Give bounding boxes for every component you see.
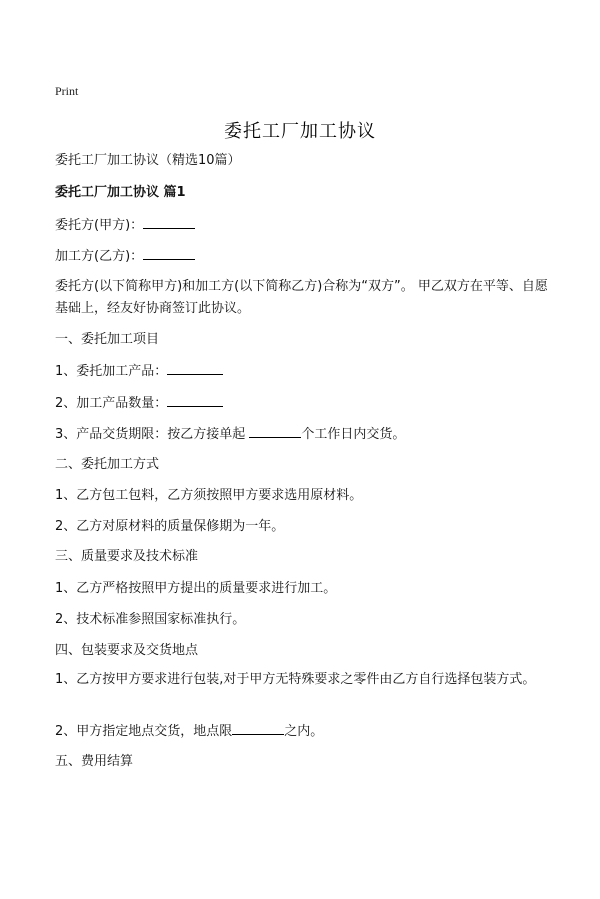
list-item (55, 425, 405, 444)
item-label: 1、委托加工产品： (55, 364, 168, 379)
item-label: 2、甲方指定地点交货，地点限 (55, 724, 233, 739)
list-item (55, 722, 323, 741)
print-link[interactable]: Print (55, 84, 79, 98)
section-2-heading: 二、委托加工方式 (55, 457, 160, 472)
list-item: 1、乙方按甲方要求进行包装,对于甲方无特殊要求之零件由乙方自行选择包装方式。 (55, 672, 536, 687)
delivery-days-blank (249, 425, 301, 438)
list-item: 1、乙方严格按照甲方提出的质量要求进行加工。 (55, 581, 337, 596)
section-3-heading: 三、质量要求及技术标准 (55, 549, 199, 564)
item-label-suffix: 个工作日内交货。 (301, 427, 406, 442)
list-item: 2、技术标准参照国家标准执行。 (55, 612, 246, 627)
document-subtitle: 委托工厂加工协议（精选10篇） (55, 153, 241, 168)
section-5-heading: 五、费用结算 (55, 754, 134, 769)
party-b-line (55, 247, 195, 266)
item-label: 2、加工产品数量： (55, 396, 168, 411)
item-label-suffix: 之内。 (284, 724, 324, 739)
party-b-label: 加工方(乙方)： (55, 249, 144, 264)
list-item (55, 362, 223, 381)
list-item (55, 394, 223, 413)
item-label: 3、产品交货期限：按乙方接单起 (55, 427, 250, 442)
party-b-blank (143, 247, 195, 260)
document-title: 委托工厂加工协议 (224, 121, 376, 142)
section-heading: 委托工厂加工协议 篇1 (55, 185, 186, 200)
intro-paragraph: 委托方(以下简称甲方)和加工方(以下简称乙方)合称为“双方”。 甲乙双方在平等、自愿基础上，经友好协商签订此协议。 (55, 279, 548, 316)
section-1-heading: 一、委托加工项目 (55, 332, 160, 347)
section-4-heading: 四、包装要求及交货地点 (55, 643, 199, 658)
list-item: 1、乙方包工包料，乙方须按照甲方要求选用原材料。 (55, 488, 363, 503)
list-item: 2、乙方对原材料的质量保修期为一年。 (55, 519, 285, 534)
party-a-line (55, 216, 195, 235)
party-a-label: 委托方(甲方)： (55, 218, 144, 233)
quantity-blank (167, 394, 223, 407)
product-blank (167, 362, 223, 375)
location-blank (232, 722, 284, 735)
party-a-blank (143, 216, 195, 229)
